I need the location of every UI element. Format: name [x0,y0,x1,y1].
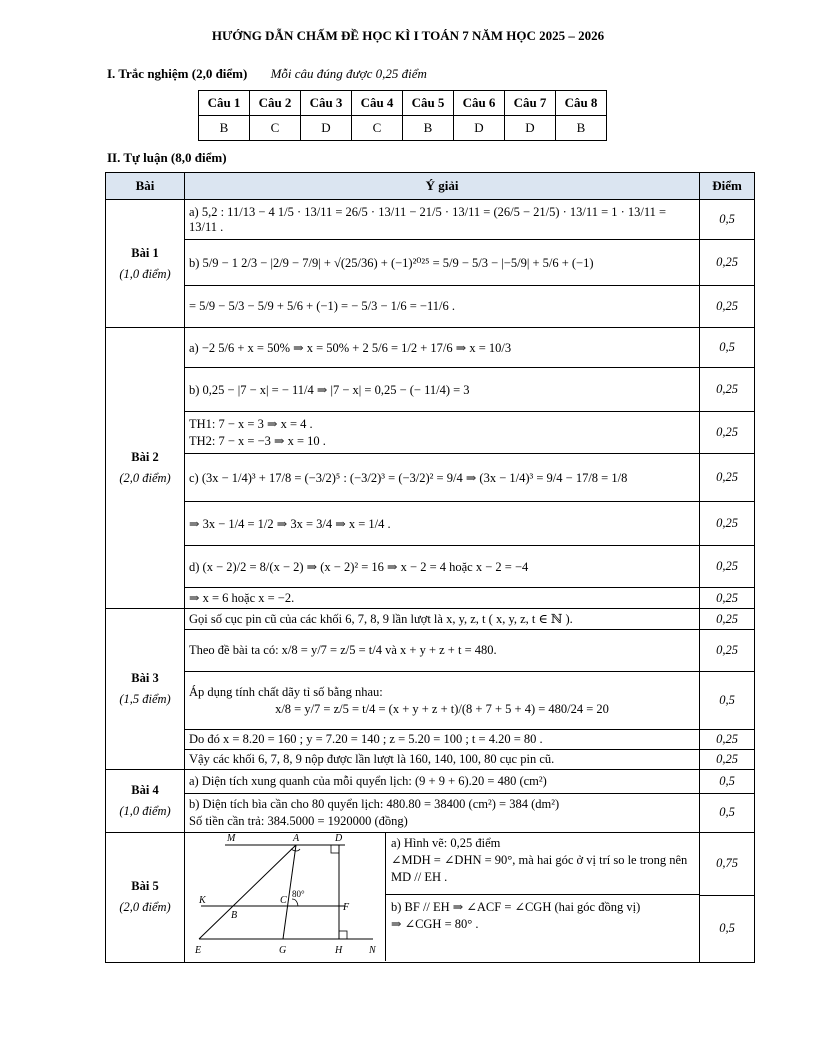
label-c: C [280,895,287,907]
table-row [106,200,755,240]
solution-step: a) Diện tích xung quanh của mỗi quyển lịch: (9 + 9 + 6).20 = 480 (cm²) [185,770,700,794]
angle-result: ⇒ ∠CGH = 80° . [391,917,479,932]
table-row [106,286,755,328]
label-m: M [227,833,236,845]
score: 0,25 [700,286,755,328]
table-row [106,832,755,962]
geometry-figure [185,833,386,961]
score: 0,75 [700,833,754,896]
parallel-reason: ∠MDH = ∠DHN = 90°, mà hai góc ở vị trí so le trong nên MD // EH . [391,853,688,884]
score: 0,25 [700,609,755,630]
answer-cell: B [403,116,454,141]
solution-step [386,833,699,895]
table-row [106,328,755,368]
score: 0,25 [700,630,755,672]
solution-step: a) 5,2 : 11/13 − 4 1/5 · 13/11 = 26/5 · 13/11 − 21/5 · 13/11 = (26/5 − 21/5) · 13/11 = 1 · 13/11 = 13/11 . [185,200,700,240]
label-a: A [293,833,300,845]
question-cell: Câu 8 [556,91,607,116]
table-row [106,794,755,833]
section1-heading-row [107,66,427,82]
bai-points: (2,0 điểm) [119,471,171,485]
header-ygiai: Ý giải [185,173,700,200]
table-row [106,770,755,794]
solution-step: b) 5/9 − 1 2/3 − |2/9 − 7/9| + √(25/36) + (−1)²⁰²⁵ = 5/9 − 5/3 − |−5/9| + 5/6 + (−1) [185,240,700,286]
bai-name: Bài 4 [131,782,159,797]
solution-step: c) (3x − 1/4)³ + 17/8 = (−3/2)⁵ : (−3/2)³ = (−3/2)² = 9/4 ⇒ (3x − 1/4)³ = 9/4 − 17/8 = 1/8 [185,454,700,502]
solution-step: b) 0,25 − |7 − x| = − 11/4 ⇒ |7 − x| = 0,25 − (− 11/4) = 3 [185,368,700,412]
score: 0,25 [700,454,755,502]
bai5-steps [386,833,699,961]
table-row [106,546,755,588]
solution-step: ⇒ x = 6 hoặc x = −2. [185,588,700,609]
ratio-line: x/8 = y/7 = z/5 = t/4 = (x + y + z + t)/(8 + 7 + 5 + 4) = 480/24 = 20 [275,701,609,716]
solution-step: Theo đề bài ta có: x/8 = y/7 = z/5 = t/4 và x + y + z + t = 480. [185,630,700,672]
score: 0,25 [700,412,755,454]
bai2-cell [106,328,185,609]
answer-cell: D [301,116,352,141]
score: 0,25 [700,368,755,412]
score: 0,25 [700,546,755,588]
grading-table [105,172,755,963]
bai-points: (1,5 điểm) [119,692,171,706]
label-e: E [195,945,202,957]
table-row [106,730,755,750]
label-h: H [335,945,343,957]
case-1: TH1: 7 − x = 3 ⇒ x = 4 . [189,416,313,431]
label-b: B [231,910,238,922]
bai5-scores [700,832,755,962]
question-cell: Câu 6 [454,91,505,116]
header-diem: Điểm [700,173,755,200]
area-line: b) Diện tích bìa cần cho 80 quyển lịch: 480.80 = 38400 (cm²) = 384 (dm²) [189,797,560,811]
solution-step [185,672,700,730]
score: 0,5 [700,328,755,368]
bai-name: Bài 2 [131,450,159,464]
line-ae [199,845,296,939]
bai5-cell [106,832,185,962]
bai-name: Bài 5 [131,879,159,894]
table-row [106,454,755,502]
solution-step: Do đó x = 8.20 = 160 ; y = 7.20 = 140 ; z = 5.20 = 100 ; t = 4.20 = 80 . [185,730,700,750]
score: 0,5 [700,200,755,240]
right-angle-h [339,931,347,939]
question-cell: Câu 5 [403,91,454,116]
score: 0,25 [700,730,755,750]
solution-step: = 5/9 − 5/3 − 5/9 + 5/6 + (−1) = − 5/3 − 1/6 = −11/6 . [185,286,700,328]
bai5-layout [185,833,699,961]
question-cell: Câu 2 [250,91,301,116]
angle-arc-c [292,899,298,906]
label-f: F [343,902,350,914]
answer-cell: B [199,116,250,141]
label-g: G [279,945,287,957]
table-row [106,630,755,672]
question-cell: Câu 3 [301,91,352,116]
solution-step: ⇒ 3x − 1/4 = 1/2 ⇒ 3x = 3/4 ⇒ x = 1/4 . [185,502,700,546]
table-row [106,240,755,286]
question-cell: Câu 1 [199,91,250,116]
solution-step: Gọi số cục pin cũ của các khối 6, 7, 8, 9 lần lượt là x, y, z, t ( x, y, z, t ∈ ℕ ). [185,609,700,630]
section2-heading: II. Tự luận (8,0 điểm) [107,150,227,165]
figure-svg [185,833,385,961]
score: 0,5 [719,921,735,936]
table-row [106,502,755,546]
table-row [106,672,755,730]
solution-step [386,895,699,961]
label-n: N [369,945,376,957]
table-row [106,412,755,454]
bai1-cell [106,200,185,328]
section1-note: Mỗi câu đúng được 0,25 điểm [270,66,427,81]
cost-line: Số tiền cần trả: 384.5000 = 1920000 (đồng) [189,813,408,828]
score: 0,25 [700,750,755,770]
label-d: D [335,833,343,845]
bai4-cell [106,770,185,833]
bai-name: Bài 3 [131,671,159,685]
solution-step: Vậy các khối 6, 7, 8, 9 nộp được lần lượt là 160, 140, 100, 80 cục pin cũ. [185,750,700,770]
label-k: K [199,895,206,907]
answer-cell: D [505,116,556,141]
solution-step: a) −2 5/6 + x = 50% ⇒ x = 50% + 2 5/6 = 1/2 + 17/6 ⇒ x = 10/3 [185,328,700,368]
grading-header [106,173,755,200]
header-bai: Bài [106,173,185,200]
score: 0,25 [700,502,755,546]
corresponding-angles: b) BF // EH ⇒ ∠ACF = ∠CGH (hai góc đồng vị) [391,900,641,915]
answer-table-answers [199,116,607,141]
table-row [106,750,755,770]
solution-step [185,412,700,454]
score: 0,5 [700,672,755,730]
case-2: TH2: 7 − x = −3 ⇒ x = 10 . [189,433,326,448]
page-title: HƯỚNG DẪN CHẤM ĐỀ HỌC KÌ I TOÁN 7 NĂM HỌC 2025 – 2026 [211,28,605,43]
bai-points: (1,0 điểm) [119,803,171,818]
score: 0,25 [700,240,755,286]
section1-heading: I. Trắc nghiệm (2,0 điểm) [107,66,248,81]
answer-cell: D [454,116,505,141]
solution-step [185,794,700,833]
score: 0,5 [700,770,755,794]
label-angle: 80° [292,889,305,900]
bai3-cell [106,609,185,770]
question-cell: Câu 7 [505,91,556,116]
answer-table [198,90,607,141]
question-cell: Câu 4 [352,91,403,116]
bai-points: (2,0 điểm) [119,900,171,915]
score: 0,25 [700,588,755,609]
bai-name: Bài 1 [131,245,159,260]
answer-cell: C [250,116,301,141]
score: 0,5 [700,794,755,833]
table-row [106,368,755,412]
bai5-content [185,832,700,962]
table-row [106,609,755,630]
answer-table-header [199,91,607,116]
bai-points: (1,0 điểm) [119,266,171,281]
figure-point-line: a) Hình vẽ: 0,25 điểm [391,836,501,851]
answer-cell: B [556,116,607,141]
solution-step: d) (x − 2)/2 = 8/(x − 2) ⇒ (x − 2)² = 16 ⇒ x − 2 = 4 hoặc x − 2 = −4 [185,546,700,588]
answer-cell: C [352,116,403,141]
property-line: Áp dụng tính chất dãy tỉ số bằng nhau: [189,684,383,699]
right-angle-d [331,845,339,853]
table-row [106,588,755,609]
